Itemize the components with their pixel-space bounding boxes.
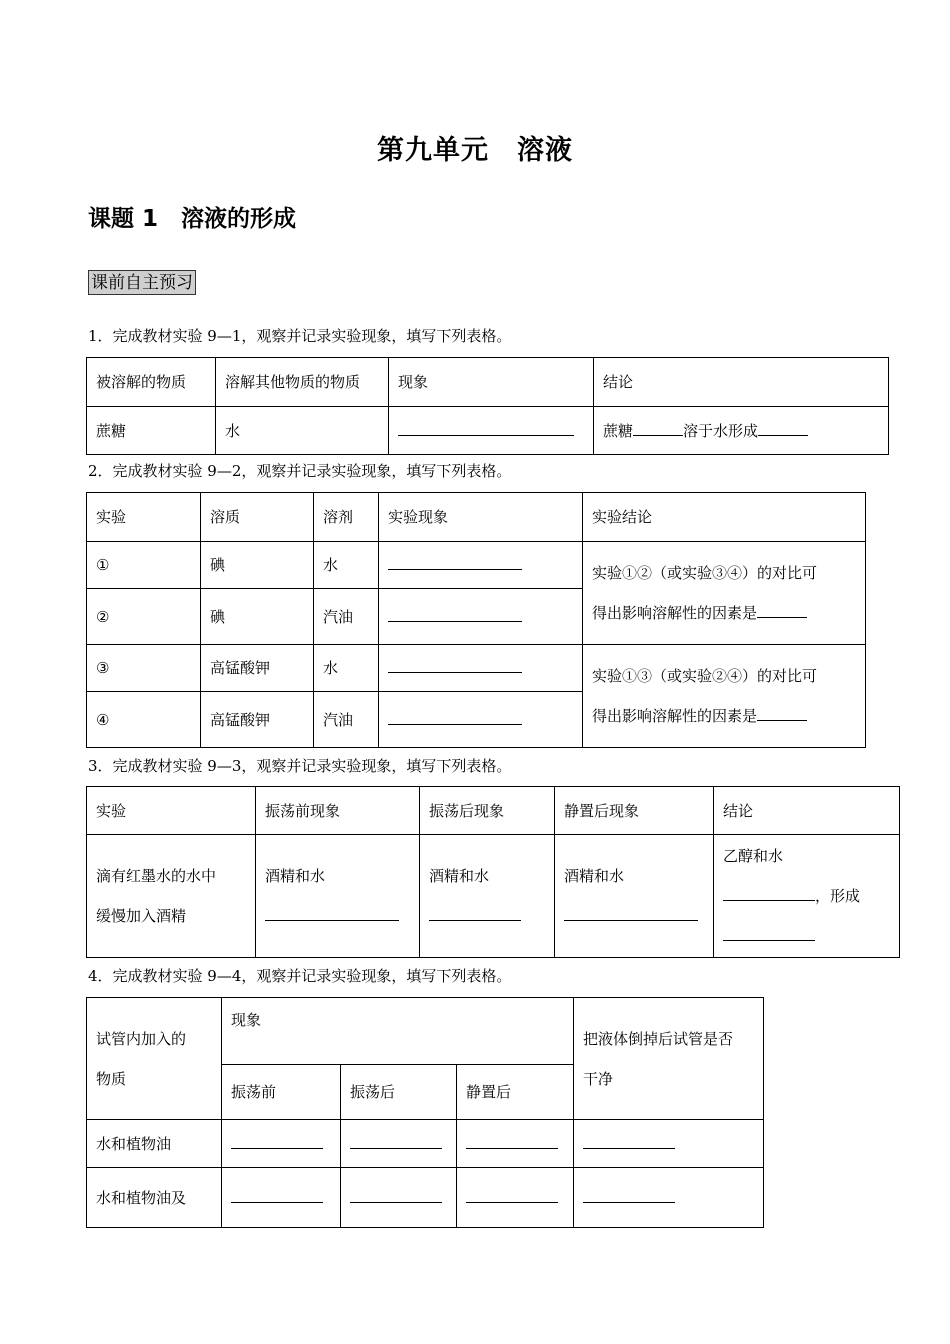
answer-cell[interactable]	[457, 1168, 574, 1228]
answer-cell[interactable]	[379, 692, 583, 748]
answer-blank[interactable]	[723, 927, 815, 941]
lesson-title: 课题 1 溶液的形成	[88, 206, 297, 232]
answer-blank[interactable]	[583, 1135, 675, 1149]
answer-blank[interactable]	[388, 659, 522, 673]
answer-cell[interactable]	[574, 1168, 764, 1228]
header-cell: 结论	[714, 787, 900, 835]
table-cell: ①	[87, 542, 201, 589]
conclusion-line: 实验①③（或实验②④）的对比可	[592, 667, 818, 685]
table-cell: ④	[87, 692, 201, 748]
header-cell: 把液体倒掉后试管是否 干净	[574, 998, 764, 1120]
answer-blank[interactable]	[429, 907, 521, 921]
conclusion-line: 得出影响溶解性的因素是	[592, 593, 856, 633]
header-cell: 实验结论	[583, 493, 866, 542]
q2-table	[86, 492, 866, 748]
q4-prompt: 4．完成教材实验 9—4，观察并记录实验现象，填写下列表格。	[88, 967, 512, 985]
table-cell: 蔗糖	[87, 407, 216, 455]
answer-blank[interactable]	[757, 707, 807, 721]
answer-blank[interactable]	[723, 887, 815, 901]
answer-blank[interactable]	[466, 1135, 558, 1149]
answer-cell[interactable]	[574, 1120, 764, 1168]
answer-blank[interactable]	[398, 422, 574, 436]
header-cell: 结论	[594, 358, 889, 407]
answer-blank[interactable]	[466, 1189, 558, 1203]
table-cell: 高锰酸钾	[201, 645, 314, 692]
conclusion-text: 蔗糖	[603, 421, 634, 440]
table-row	[87, 1120, 764, 1168]
q1-table	[86, 357, 889, 455]
table-header-row	[87, 998, 764, 1065]
answer-cell[interactable]	[389, 407, 594, 455]
q2-prompt: 2．完成教材实验 9—2，观察并记录实验现象，填写下列表格。	[88, 462, 512, 480]
conclusion-line: 实验①②（或实验③④）的对比可	[592, 564, 818, 582]
header-cell: 静置后	[457, 1065, 574, 1120]
answer-blank[interactable]	[564, 907, 698, 921]
header-cell: 振荡前现象	[256, 787, 420, 835]
table-cell: 水	[216, 407, 389, 455]
conclusion-line: 得出影响溶解性的因素是	[592, 696, 856, 736]
answer-blank[interactable]	[231, 1135, 323, 1149]
table-row	[87, 542, 866, 589]
table-cell: 水	[314, 645, 379, 692]
conclusion-cell[interactable]: 乙醇和水 ，形成	[714, 835, 900, 958]
answer-cell[interactable]	[594, 407, 889, 455]
answer-blank[interactable]	[231, 1189, 323, 1203]
table-cell: 汽油	[314, 589, 379, 645]
table-cell: ②	[87, 589, 201, 645]
header-cell: 现象	[389, 358, 594, 407]
header-cell: 振荡后	[341, 1065, 457, 1120]
q3-table	[86, 786, 900, 958]
table-header-row	[87, 493, 866, 542]
page-title: 第九单元 溶液	[377, 135, 573, 166]
answer-blank[interactable]	[265, 907, 399, 921]
answer-cell[interactable]	[222, 1168, 341, 1228]
header-cell: 溶剂	[314, 493, 379, 542]
conclusion-cell[interactable]	[583, 645, 866, 748]
table-cell: 碘	[201, 542, 314, 589]
table-header-row	[87, 787, 900, 835]
answer-blank[interactable]	[388, 556, 522, 570]
table-cell: 水	[314, 542, 379, 589]
table-cell: 水和植物油	[87, 1120, 222, 1168]
q3-prompt: 3．完成教材实验 9—3，观察并记录实验现象，填写下列表格。	[88, 757, 512, 775]
table-row	[87, 1168, 764, 1228]
table-row	[87, 645, 866, 692]
answer-cell[interactable]	[457, 1120, 574, 1168]
table-cell: 水和植物油及	[87, 1168, 222, 1228]
answer-blank[interactable]	[350, 1135, 442, 1149]
answer-blank[interactable]	[583, 1189, 675, 1203]
table-row	[87, 407, 889, 455]
answer-blank[interactable]	[758, 422, 808, 436]
header-cell: 溶解其他物质的物质	[216, 358, 389, 407]
answer-cell[interactable]	[379, 589, 583, 645]
answer-cell[interactable]	[379, 542, 583, 589]
header-cell: 实验	[87, 493, 201, 542]
answer-cell[interactable]	[222, 1120, 341, 1168]
table-cell: 碘	[201, 589, 314, 645]
header-cell: 实验现象	[379, 493, 583, 542]
answer-cell[interactable]: 酒精和水	[420, 835, 555, 958]
table-header-row	[87, 358, 889, 407]
q1-prompt: 1．完成教材实验 9—1，观察并记录实验现象，填写下列表格。	[88, 327, 512, 345]
header-cell: 现象	[222, 998, 574, 1065]
table-cell: ③	[87, 645, 201, 692]
conclusion-cell[interactable]	[583, 542, 866, 645]
answer-cell[interactable]	[341, 1120, 457, 1168]
header-cell: 溶质	[201, 493, 314, 542]
header-cell: 静置后现象	[555, 787, 714, 835]
header-cell: 试管内加入的 物质	[87, 998, 222, 1120]
answer-blank[interactable]	[350, 1189, 442, 1203]
answer-cell[interactable]	[379, 645, 583, 692]
table-cell: 汽油	[314, 692, 379, 748]
answer-blank[interactable]	[388, 608, 522, 622]
header-cell: 实验	[87, 787, 256, 835]
table-cell: 高锰酸钾	[201, 692, 314, 748]
conclusion-text: 溶于水形成	[683, 421, 759, 440]
answer-cell[interactable]	[341, 1168, 457, 1228]
answer-blank[interactable]	[757, 604, 807, 618]
header-cell: 振荡前	[222, 1065, 341, 1120]
q4-table	[86, 997, 764, 1228]
table-row	[87, 835, 900, 958]
section-tag: 课前自主预习	[88, 270, 196, 295]
header-cell: 振荡后现象	[420, 787, 555, 835]
experiment-cell: 滴有红墨水的水中 缓慢加入酒精	[87, 835, 256, 958]
answer-cell[interactable]: 酒精和水	[555, 835, 714, 958]
header-cell: 被溶解的物质	[87, 358, 216, 407]
answer-blank[interactable]	[633, 422, 683, 436]
answer-blank[interactable]	[388, 711, 522, 725]
answer-cell[interactable]: 酒精和水	[256, 835, 420, 958]
